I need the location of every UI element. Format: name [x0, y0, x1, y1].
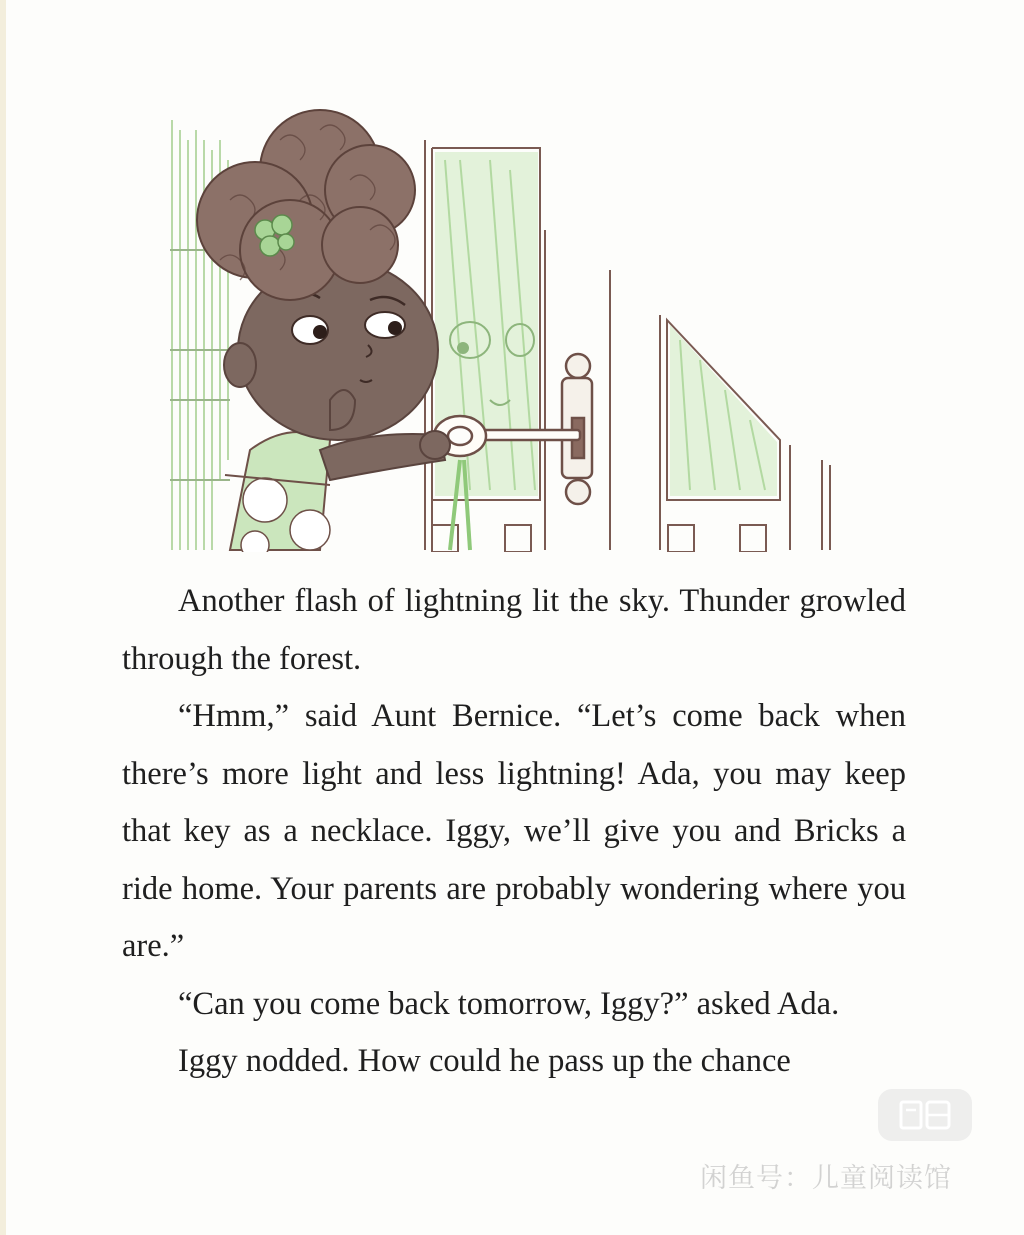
paragraph: Iggy nodded. How could he pass up the chance: [178, 1043, 791, 1079]
page-edge: [0, 0, 6, 1235]
girl-dress: [225, 432, 330, 552]
girl-hair: [197, 110, 415, 300]
story-illustration: [170, 100, 858, 552]
paragraph: “Hmm,” said Aunt Bernice. “Let’s come back when there’s more light and less lightning! Ada, you may keep that key as a necklace. Iggy, we’ll give you and Bricks a ride home. Your parents are probably wondering where you are.”: [122, 698, 906, 964]
watermark-text: 闲鱼号：儿童阅读馆: [700, 1163, 952, 1194]
paragraph: Another flash of lightning lit the sky. Thunder growled through the forest.: [122, 583, 906, 677]
story-text: [122, 573, 906, 1091]
xianyu-logo-icon: [878, 1089, 972, 1141]
paragraph: “Can you come back tomorrow, Iggy?” asked Ada.: [178, 985, 840, 1022]
